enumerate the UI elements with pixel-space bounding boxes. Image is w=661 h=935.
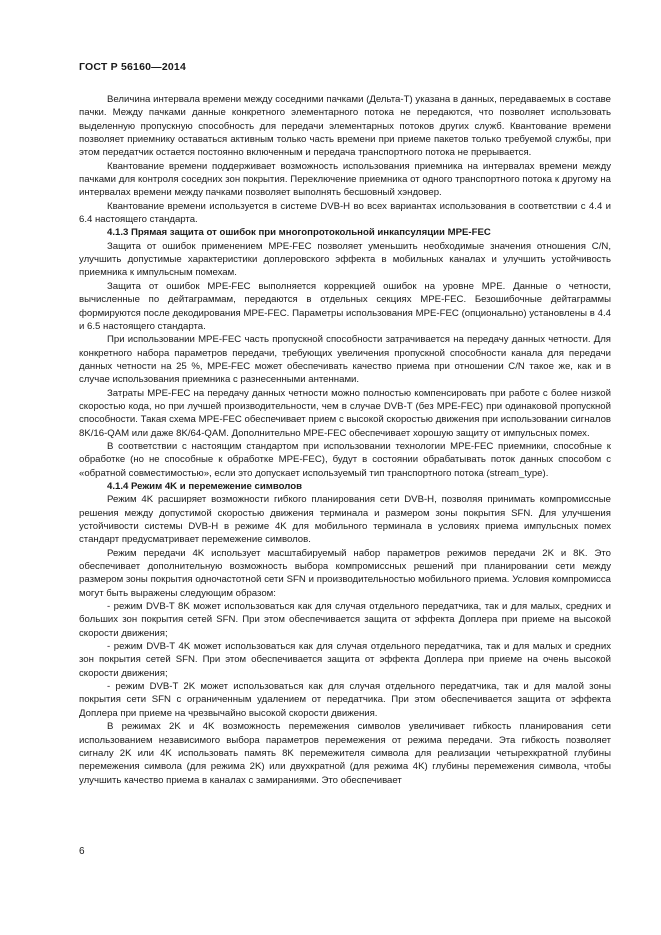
paragraph-mpe-fec-parity: При использовании MPE-FEC часть пропускной способности затрачивается на передачу данных четности. Для конкретного набора параметров передачи, требующих увеличения пропускной способности канала для передачи данных четности на 25 %, MPE-FEC может обеспечивать качество приема при отношении C/N такое же, как и в случае использования приемника с разнесенными антеннами. <box>79 334 611 386</box>
paragraph-symbol-interleaving: В режимах 2K и 4K возможность перемежения символов увеличивает гибкость планирования сети использованием независимого выбора параметров перемежения от режима передачи. Эта гибкость позволяет сигналу 2K или 4K использовать память 8K перемежителя символа для реализации четырехкратной глубины перемежения символа (для режима 2K) или двухкратной (для режима 4K) глубины перемежения символа, чтобы улучшить качество приема в каналах с замираниями. Это обеспечивает <box>79 721 611 786</box>
section-heading-4-1-4: 4.1.4 Режим 4K и перемежение символов <box>107 480 302 492</box>
section-heading-4-1-3: 4.1.3 Прямая защита от ошибок при многопротокольной инкапсуляции MPE-FEC <box>107 227 491 239</box>
paragraph-time-slicing-usage: Квантование времени используется в системе DVB-H во всех вариантах использования в соответствии с 4.4 и 6.4 настоящего стандарта. <box>79 200 611 226</box>
paragraph-4k-parameters: Режим передачи 4K использует масштабируемый набор параметров режимов передачи 2K и 8K. Это обеспечивает дополнительную возможность выбора компромиссных решений при планировании сети между размером зоны покрытия одночастотной сети SFN и производительностью мобильного приема. Условия компромисса могут быть выражены следующим образом: <box>79 547 611 599</box>
paragraph-delta-t: Величина интервала времени между соседними пачками (Дельта-Т) указана в данных, передаваемых в составе пачки. Между пачками данные конкретного элементарного потока не передаются, что позволяет использовать выделенную пропускную способность для передачи элементарных потоков других служб. Квантование времени позволяет приемнику оставаться активным только часть времени при приеме пакетов только требуемой службы, при этом передатчик остается постоянно включенным и передача транспортного потока не прерывается. <box>79 94 611 159</box>
document-header: ГОСТ Р 56160—2014 <box>79 61 187 73</box>
list-item-4k: - режим DVB-T 4K может использоваться как для случая отдельного передатчика, так и для малых и средних зон покрытия сетей SFN. При этом обеспечивается защита от эффекта Доплера при приеме на очень высокой скорости движения; <box>79 641 611 679</box>
document-body <box>79 93 611 787</box>
list-item-8k: - режим DVB-T 8K может использоваться как для случая отдельного передатчика, так и для малых, средних и больших зон покрытия сетей SFN. При этом обеспечивается защита от эффекта Доплера при приеме на высокой скорости движения; <box>79 601 611 639</box>
paragraph-mpe-fec-benefits: Защита от ошибок применением MPE-FEC позволяет уменьшить необходимые значения отношения C/N, улучшить допустимые характеристики доплеровского эффекта в мобильных каналах и улучшить устойчивость приемника к импульсным помехам. <box>79 240 611 279</box>
paragraph-mpe-fec-correction: Защита от ошибок MPE-FEC выполняется коррекцией ошибок на уровне MPE. Данные о четности, вычисленные по дейтаграммам, передаются в отдельных секциях MPE-FEC. Безошибочные дейтаграммы формируются после декодирования MPE-FEC. Параметры использования MPE-FEC (опционально) установлены в 4.4 и 6.5 настоящего стандарта. <box>79 280 611 332</box>
paragraph-backward-compatibility: В соответствии с настоящим стандартом при использовании технологии MPE-FEC приемники, способные к обработке (но не способные к обработке MPE-FEC), будут в состоянии обрабатывать поток данных способом с «обратной совместимостью», если это допускает используемый тип транспортного потока (stream_type). <box>79 440 611 479</box>
paragraph-mpe-fec-costs: Затраты MPE-FEC на передачу данных четности можно полностью компенсировать при работе с более низкой скоростью кода, но при лучшей производительности, чем в случае DVB-T (без MPE-FEC) при одинаковой пропускной способности. Такая схема MPE-FEC обеспечивает прием с высокой скоростью движения при использовании сигналов 8K/16-QAM или даже 8K/64-QAM. Дополнительно MPE-FEC обеспечивает хорошую защиту от импульсных помех. <box>79 387 611 439</box>
paragraph-time-slicing-monitoring: Квантование времени поддерживает возможность использования приемника на интервалах времени между пачками для контроля соседних зон покрытия. Переключение приемника от одного транспортного потока к другому на интервалах времени между пачками позволяет выполнять бесшовный хэндовер. <box>79 160 611 199</box>
list-item-2k: - режим DVB-T 2K может использоваться как для случая отдельного передатчика, так и для малой зоны покрытия сети SFN с ограниченным удалением от передатчика. При этом обеспечивается защита от эффекта Доплера при приеме на чрезвычайно высокой скорости движения. <box>79 681 611 719</box>
paragraph-4k-mode: Режим 4K расширяет возможности гибкого планирования сети DVB-H, позволяя принимать компромиссные решения между допустимой скоростью движения терминала и размером зоны покрытия SFN. Для улучшения устойчивости системы DVB-H в режиме 4K для мобильного терминала в условиях приема импульсных помех стандарт предусматривает перемежение символов. <box>79 494 611 546</box>
page-number: 6 <box>79 846 85 857</box>
